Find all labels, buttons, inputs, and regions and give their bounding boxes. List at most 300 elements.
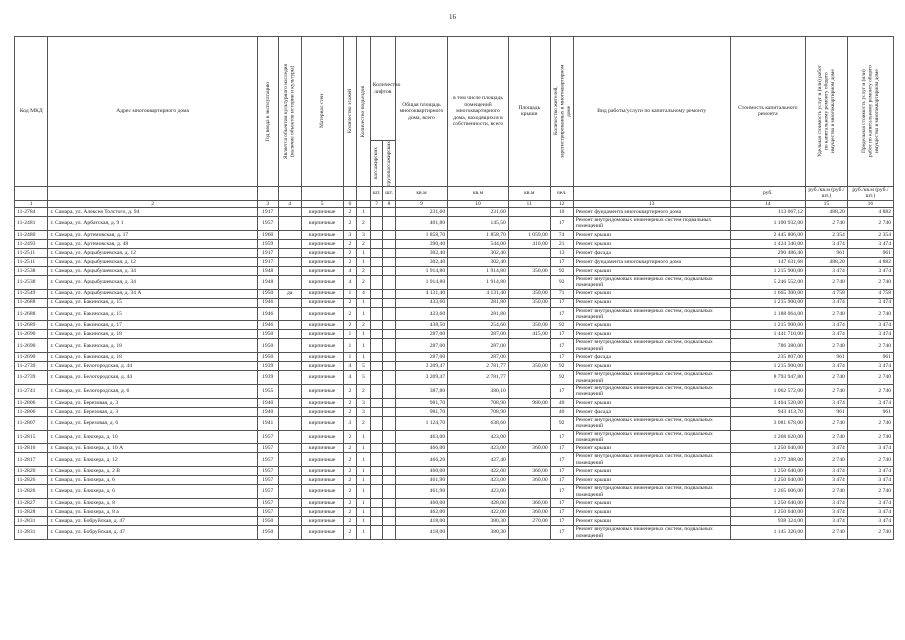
- cell-lifts-cargo: [383, 248, 396, 257]
- cell-entrances: 1: [357, 339, 371, 353]
- cell-lifts-pass: [370, 416, 383, 430]
- cell-residents: 71: [550, 289, 573, 298]
- cell-entrances: 1: [357, 257, 371, 266]
- cell-area-owned: 1 914,80: [448, 266, 509, 275]
- cell-year: 1950: [257, 526, 278, 540]
- cell-address: г. Самара, ул. Бакинская, д. 15: [48, 298, 257, 307]
- cell-floors: 3: [343, 416, 357, 430]
- cell-area-roof: [508, 371, 550, 385]
- cell-area-roof: 360,00: [508, 508, 550, 517]
- cell-max-cost: 3 474: [847, 298, 893, 307]
- cell-cost: 1 188 064,00: [730, 307, 805, 321]
- col-number: 15: [805, 200, 847, 207]
- table-row: [15, 298, 894, 307]
- cell-area-total: 460,00: [395, 467, 447, 476]
- cell-address: г. Самара, ул. Арцыбушевская, д. 34: [48, 275, 257, 289]
- cell-unit-cost: 3 474: [805, 266, 847, 275]
- cell-lifts-cargo: [383, 330, 396, 339]
- cell-entrances: 4: [357, 289, 371, 298]
- cell-address: г. Самара, ул. Березовая, д. 3: [48, 398, 257, 407]
- cell-work: Ремонт внутридомовых инженерных систем, подвальных помещений: [573, 339, 730, 353]
- table-row: [15, 239, 894, 248]
- cell-unit-cost: 3 474: [805, 508, 847, 517]
- cell-address: г. Самара, ул. Белогородская, д. 44: [48, 362, 257, 371]
- cell-cost: 1 145 320,00: [730, 526, 805, 540]
- cell-area-total: 302,40: [395, 257, 447, 266]
- cell-area-roof: 350,00: [508, 298, 550, 307]
- cell-area-roof: 980,00: [508, 398, 550, 407]
- cell-material: кирпичные: [301, 257, 343, 266]
- cell-cost: 1 424 340,00: [730, 239, 805, 248]
- header-lifts-cargo: грузопассажирских: [383, 141, 396, 187]
- cell-unit-cost: 2 740: [805, 485, 847, 499]
- cell-code: 11-2828: [15, 508, 48, 517]
- table-row: [15, 430, 894, 444]
- cell-material: кирпичные: [301, 517, 343, 526]
- cell-address: г. Самара, ул. Березовая, д. 6: [48, 416, 257, 430]
- cell-max-cost: 3 474: [847, 517, 893, 526]
- col-number: 8: [383, 200, 396, 207]
- col-number: 10: [448, 200, 509, 207]
- cell-lifts-cargo: [383, 371, 396, 385]
- cell-lifts-cargo: [383, 289, 396, 298]
- table-row: [15, 266, 894, 275]
- repair-register-table: [14, 36, 894, 540]
- cell-unit-cost: 2 740: [805, 307, 847, 321]
- cell-heritage: [278, 248, 301, 257]
- cell-address: г. Самара, ул. Артемовская, д. 17: [48, 230, 257, 239]
- cell-heritage: [278, 485, 301, 499]
- cell-code: 11-2827: [15, 499, 48, 508]
- cell-year: 1917: [257, 257, 278, 266]
- cell-area-total: 3 209,47: [395, 371, 447, 385]
- cell-address: г. Самара, ул. Белогородская, д. 6: [48, 385, 257, 399]
- cell-entrances: 3: [357, 230, 371, 239]
- cell-code: 11-2820: [15, 467, 48, 476]
- cell-address: г. Самара, ул. Блюхера, д. 6: [48, 485, 257, 499]
- header-code: Код МКД: [15, 37, 48, 187]
- cell-floors: 2: [343, 385, 357, 399]
- cell-lifts-pass: [370, 321, 383, 330]
- cell-lifts-cargo: [383, 339, 396, 353]
- cell-max-cost: 4 882: [847, 207, 893, 216]
- cell-heritage: [278, 257, 301, 266]
- cell-material: кирпичные: [301, 385, 343, 399]
- cell-lifts-cargo: [383, 216, 396, 230]
- cell-cost: 1 250 640,00: [730, 499, 805, 508]
- cell-year: 1946: [257, 321, 278, 330]
- cell-residents: 17: [550, 508, 573, 517]
- cell-max-cost: 2 354: [847, 230, 893, 239]
- cell-lifts-pass: [370, 362, 383, 371]
- cell-year: 1946: [257, 298, 278, 307]
- cell-material: кирпичные: [301, 289, 343, 298]
- cell-max-cost: 2 740: [847, 485, 893, 499]
- cell-max-cost: 3 474: [847, 467, 893, 476]
- unit-lifts-cargo: шт.: [383, 186, 396, 200]
- cell-code: 11-2538: [15, 275, 48, 289]
- cell-heritage: [278, 407, 301, 416]
- cell-area-total: 418,00: [395, 526, 447, 540]
- table-row: [15, 398, 894, 407]
- cell-residents: 17: [550, 526, 573, 540]
- cell-entrances: 2: [357, 216, 371, 230]
- cell-residents: 17: [550, 485, 573, 499]
- cell-unit-cost: 3 474: [805, 298, 847, 307]
- cell-area-total: 231,60: [395, 207, 447, 216]
- cell-entrances: 1: [357, 476, 371, 485]
- table-row: [15, 275, 894, 289]
- cell-work: Ремонт внутридомовых инженерных систем подвальных помещений: [573, 216, 730, 230]
- cell-cost: 938 324,00: [730, 517, 805, 526]
- cell-residents: 17: [550, 517, 573, 526]
- cell-code: 11-2511: [15, 248, 48, 257]
- cell-lifts-cargo: [383, 353, 396, 362]
- cell-unit-cost: 3 474: [805, 444, 847, 453]
- table-row: [15, 216, 894, 230]
- table-row: [15, 485, 894, 499]
- col-number: 2: [48, 200, 257, 207]
- cell-code: 11-2806: [15, 398, 48, 407]
- cell-heritage: [278, 416, 301, 430]
- cell-address: г. Самара, ул. Блюхера, д. 8 а: [48, 508, 257, 517]
- cell-lifts-pass: [370, 257, 383, 266]
- cell-area-roof: 360,00: [508, 444, 550, 453]
- cell-code: 11-2807: [15, 416, 48, 430]
- cell-residents: 17: [550, 476, 573, 485]
- cell-code: 11-2741: [15, 385, 48, 399]
- cell-material: кирпичные: [301, 230, 343, 239]
- cell-unit-cost: 2 740: [805, 430, 847, 444]
- cell-area-roof: [508, 430, 550, 444]
- cell-lifts-pass: [370, 216, 383, 230]
- cell-code: 11-2806: [15, 407, 48, 416]
- cell-address: г. Самара, ул. Арцыбушевская, д. 34: [48, 266, 257, 275]
- cell-address: г. Самара, ул. Бакинская, д. 17: [48, 321, 257, 330]
- cell-residents: 17: [550, 499, 573, 508]
- cell-heritage: [278, 508, 301, 517]
- cell-heritage: [278, 230, 301, 239]
- cell-cost: 1 215 900,00: [730, 321, 805, 330]
- cell-cost: 1 215 900,00: [730, 362, 805, 371]
- cell-work: Ремонт фасада: [573, 407, 730, 416]
- header-address: Адрес многоквартирного дома: [48, 37, 257, 187]
- cell-area-owned: 287,00: [448, 339, 509, 353]
- cell-entrances: 2: [357, 385, 371, 399]
- cell-floors: 1: [343, 339, 357, 353]
- cell-address: г. Самара, ул. Артемовская, д. 48: [48, 239, 257, 248]
- table-row: [15, 307, 894, 321]
- cell-lifts-cargo: [383, 362, 396, 371]
- cell-work: Ремонт внутридомовых инженерных систем, подвальных помещений: [573, 385, 730, 399]
- cell-entrances: 5: [357, 362, 371, 371]
- cell-unit-cost: 4 758: [805, 289, 847, 298]
- table-row: [15, 416, 894, 430]
- cell-area-roof: 360,00: [508, 499, 550, 508]
- cell-work: Ремонт крыши: [573, 517, 730, 526]
- cell-year: 1957: [257, 485, 278, 499]
- cell-area-roof: 415,00: [508, 330, 550, 339]
- cell-floors: 4: [343, 362, 357, 371]
- cell-lifts-pass: [370, 266, 383, 275]
- cell-work: Ремонт внутридомовых инженерных систем, подвальных помещений: [573, 275, 730, 289]
- cell-unit-cost: 3 474: [805, 517, 847, 526]
- cell-year: 1950: [257, 517, 278, 526]
- cell-area-total: 390,40: [395, 239, 447, 248]
- cell-cost: 1 268 620,00: [730, 430, 805, 444]
- unit-area-total: кв.м: [395, 186, 447, 200]
- cell-cost: 3 081 678,00: [730, 416, 805, 430]
- cell-area-total: 466,20: [395, 453, 447, 467]
- cell-cost: 147 631,68: [730, 257, 805, 266]
- cell-work: Ремонт крыши: [573, 266, 730, 275]
- cell-heritage: [278, 453, 301, 467]
- cell-floors: 2: [343, 517, 357, 526]
- header-work: Вид работы/услуги по капитальному ремонту: [573, 37, 730, 187]
- cell-max-cost: 4 758: [847, 289, 893, 298]
- table-row: [15, 321, 894, 330]
- cell-max-cost: 3 474: [847, 321, 893, 330]
- cell-lifts-cargo: [383, 239, 396, 248]
- cell-area-owned: 380,30: [448, 526, 509, 540]
- cell-area-roof: 360,00: [508, 476, 550, 485]
- cell-unit-cost: 961: [805, 407, 847, 416]
- cell-material: кирпичные: [301, 407, 343, 416]
- cell-lifts-pass: [370, 526, 383, 540]
- cell-work: Ремонт внутридомовых инженерных систем, подвальных помещений: [573, 371, 730, 385]
- cell-address: г. Самара, ул. Блюхера, д. 10: [48, 430, 257, 444]
- cell-cost: 290 486,40: [730, 248, 805, 257]
- cell-residents: 92: [550, 275, 573, 289]
- col-number: [357, 200, 371, 207]
- cell-area-owned: 2 781,77: [448, 371, 509, 385]
- cell-entrances: 1: [357, 453, 371, 467]
- cell-area-owned: 380,30: [448, 517, 509, 526]
- col-number: 6: [343, 200, 357, 207]
- cell-max-cost: 2 740: [847, 275, 893, 289]
- table-row: [15, 230, 894, 239]
- table-row: [15, 362, 894, 371]
- cell-residents: 17: [550, 444, 573, 453]
- cell-lifts-cargo: [383, 321, 396, 330]
- cell-max-cost: 961: [847, 353, 893, 362]
- header-floors: Количество этажей: [343, 37, 357, 187]
- cell-area-owned: 287,00: [448, 353, 509, 362]
- cell-area-owned: 2 781,77: [448, 362, 509, 371]
- cell-area-owned: 422,00: [448, 467, 509, 476]
- cell-area-owned: 281,80: [448, 307, 509, 321]
- cell-max-cost: 961: [847, 407, 893, 416]
- cell-floors: 1: [343, 353, 357, 362]
- table-row: [15, 476, 894, 485]
- cell-material: кирпичные: [301, 266, 343, 275]
- cell-floors: 4: [343, 275, 357, 289]
- cell-residents: 13: [550, 248, 573, 257]
- cell-cost: 1 277 388,00: [730, 453, 805, 467]
- cell-cost: 5 246 552,00: [730, 275, 805, 289]
- cell-max-cost: 3 474: [847, 398, 893, 407]
- cell-area-total: 287,00: [395, 353, 447, 362]
- cell-entrances: 1: [357, 307, 371, 321]
- cell-area-roof: 410,00: [508, 239, 550, 248]
- cell-address: г. Самара, ул. Алексея Толстого, д. 94: [48, 207, 257, 216]
- cell-year: 1957: [257, 453, 278, 467]
- cell-year: 1950: [257, 330, 278, 339]
- cell-material: кирпичные: [301, 499, 343, 508]
- cell-address: г. Самара, ул. Блюхера, д. 6: [48, 476, 257, 485]
- col-number: 1: [15, 200, 48, 207]
- cell-heritage: [278, 398, 301, 407]
- cell-area-owned: 380,10: [448, 385, 509, 399]
- cell-cost: 3 404 520,00: [730, 398, 805, 407]
- cell-area-total: 433,60: [395, 298, 447, 307]
- cell-unit-cost: 2 740: [805, 275, 847, 289]
- cell-area-roof: [508, 257, 550, 266]
- cell-year: 1955: [257, 385, 278, 399]
- cell-max-cost: 4 882: [847, 257, 893, 266]
- cell-lifts-cargo: [383, 385, 396, 399]
- cell-cost: 1 441 710,00: [730, 330, 805, 339]
- cell-heritage: [278, 239, 301, 248]
- cell-unit-cost: 961: [805, 248, 847, 257]
- cell-work: Ремонт крыши: [573, 321, 730, 330]
- cell-unit-cost: 3 474: [805, 467, 847, 476]
- cell-max-cost: 2 740: [847, 385, 893, 399]
- cell-unit-cost: 3 474: [805, 239, 847, 248]
- cell-work: Ремонт внутридомовых инженерных систем, подвальных помещений: [573, 485, 730, 499]
- col-number: 11: [508, 200, 550, 207]
- cell-lifts-cargo: [383, 275, 396, 289]
- cell-material: кирпичные: [301, 307, 343, 321]
- cell-floors: 2: [343, 444, 357, 453]
- cell-max-cost: 2 740: [847, 526, 893, 540]
- cell-heritage: да: [278, 289, 301, 298]
- cell-heritage: [278, 526, 301, 540]
- cell-area-total: 418,00: [395, 517, 447, 526]
- cell-area-roof: 360,00: [508, 467, 550, 476]
- cell-entrances: 2: [357, 239, 371, 248]
- cell-year: 1957: [257, 444, 278, 453]
- cell-max-cost: 2 740: [847, 453, 893, 467]
- cell-entrances: 1: [357, 298, 371, 307]
- cell-unit-cost: 3 474: [805, 330, 847, 339]
- cell-material: кирпичные: [301, 207, 343, 216]
- cell-residents: 40: [550, 398, 573, 407]
- cell-max-cost: 3 474: [847, 266, 893, 275]
- cell-area-roof: [508, 526, 550, 540]
- cell-max-cost: 2 740: [847, 416, 893, 430]
- cell-residents: 17: [550, 467, 573, 476]
- cell-entrances: 1: [357, 248, 371, 257]
- cell-floors: 2: [343, 398, 357, 407]
- cell-entrances: 2: [357, 321, 371, 330]
- cell-year: 1940: [257, 407, 278, 416]
- cell-code: 11-2511: [15, 257, 48, 266]
- cell-heritage: [278, 298, 301, 307]
- cell-code: 11-2481: [15, 216, 48, 230]
- cell-unit-cost: 3 474: [805, 476, 847, 485]
- cell-unit-cost: 961: [805, 353, 847, 362]
- cell-entrances: 1: [357, 485, 371, 499]
- cell-area-roof: [508, 248, 550, 257]
- cell-address: г. Самара, ул. Белогородская, д. 44: [48, 371, 257, 385]
- cell-entrances: 2: [357, 416, 371, 430]
- cell-code: 11-2826: [15, 485, 48, 499]
- cell-material: кирпичные: [301, 362, 343, 371]
- cell-entrances: 1: [357, 467, 371, 476]
- cell-year: 1959: [257, 239, 278, 248]
- table-row: [15, 517, 894, 526]
- cell-area-roof: 270,00: [508, 517, 550, 526]
- cell-area-roof: [508, 385, 550, 399]
- cell-floors: 2: [343, 499, 357, 508]
- unit-cost: руб.: [730, 186, 805, 200]
- cell-floors: 1: [343, 289, 357, 298]
- cell-year: 1950: [257, 353, 278, 362]
- cell-area-total: 401,80: [395, 216, 447, 230]
- cell-heritage: [278, 216, 301, 230]
- cell-work: Ремонт крыши: [573, 499, 730, 508]
- cell-work: Ремонт внутридомовых инженерных систем, подвальных помещений: [573, 416, 730, 430]
- cell-year: 1939: [257, 371, 278, 385]
- cell-cost: 235 807,00: [730, 353, 805, 362]
- cell-area-owned: 287,00: [448, 330, 509, 339]
- cell-floors: 2: [343, 467, 357, 476]
- cell-area-roof: [508, 416, 550, 430]
- cell-material: кирпичные: [301, 353, 343, 362]
- cell-area-total: 1 858,70: [395, 230, 447, 239]
- cell-year: 1957: [257, 476, 278, 485]
- cell-heritage: [278, 517, 301, 526]
- cell-area-owned: 422,00: [448, 508, 509, 517]
- header-cost: Стоимость капитального ремонта: [730, 37, 805, 187]
- cell-lifts-pass: [370, 453, 383, 467]
- cell-residents: 40: [550, 407, 573, 416]
- cell-floors: 2: [343, 307, 357, 321]
- table-row: [15, 330, 894, 339]
- cell-area-total: 387,80: [395, 385, 447, 399]
- cell-address: г. Самара, ул. Бобруйская, д. 47: [48, 526, 257, 540]
- cell-address: г. Самара, ул. Арбатская, д. 9 1: [48, 216, 257, 230]
- col-number: 4: [278, 200, 301, 207]
- cell-heritage: [278, 430, 301, 444]
- cell-lifts-cargo: [383, 230, 396, 239]
- cell-floors: 2: [343, 257, 357, 266]
- cell-work: Ремонт внутридомовых инженерных систем, подвальных помещений: [573, 453, 730, 467]
- cell-area-total: 981,70: [395, 398, 447, 407]
- cell-address: г. Самара, ул. Березовая, д. 3: [48, 407, 257, 416]
- cell-code: 11-2688: [15, 298, 48, 307]
- cell-lifts-cargo: [383, 307, 396, 321]
- cell-work: Ремонт внутридомовых инженерных систем, подвальных помещений: [573, 526, 730, 540]
- cell-heritage: [278, 330, 301, 339]
- cell-work: Ремонт крыши: [573, 476, 730, 485]
- cell-lifts-cargo: [383, 453, 396, 467]
- col-number: 9: [395, 200, 447, 207]
- cell-lifts-cargo: [383, 257, 396, 266]
- cell-cost: 113 067,12: [730, 207, 805, 216]
- cell-unit-cost: 2 740: [805, 371, 847, 385]
- cell-code: 11-2739: [15, 362, 48, 371]
- cell-code: 11-2831: [15, 517, 48, 526]
- cell-area-total: 4 131,40: [395, 289, 447, 298]
- cell-cost: 1 250 640,00: [730, 444, 805, 453]
- header-material: Материал стен: [301, 37, 343, 187]
- cell-max-cost: 3 474: [847, 239, 893, 248]
- cell-entrances: 3: [357, 398, 371, 407]
- cell-code: 11-2817: [15, 453, 48, 467]
- cell-lifts-cargo: [383, 398, 396, 407]
